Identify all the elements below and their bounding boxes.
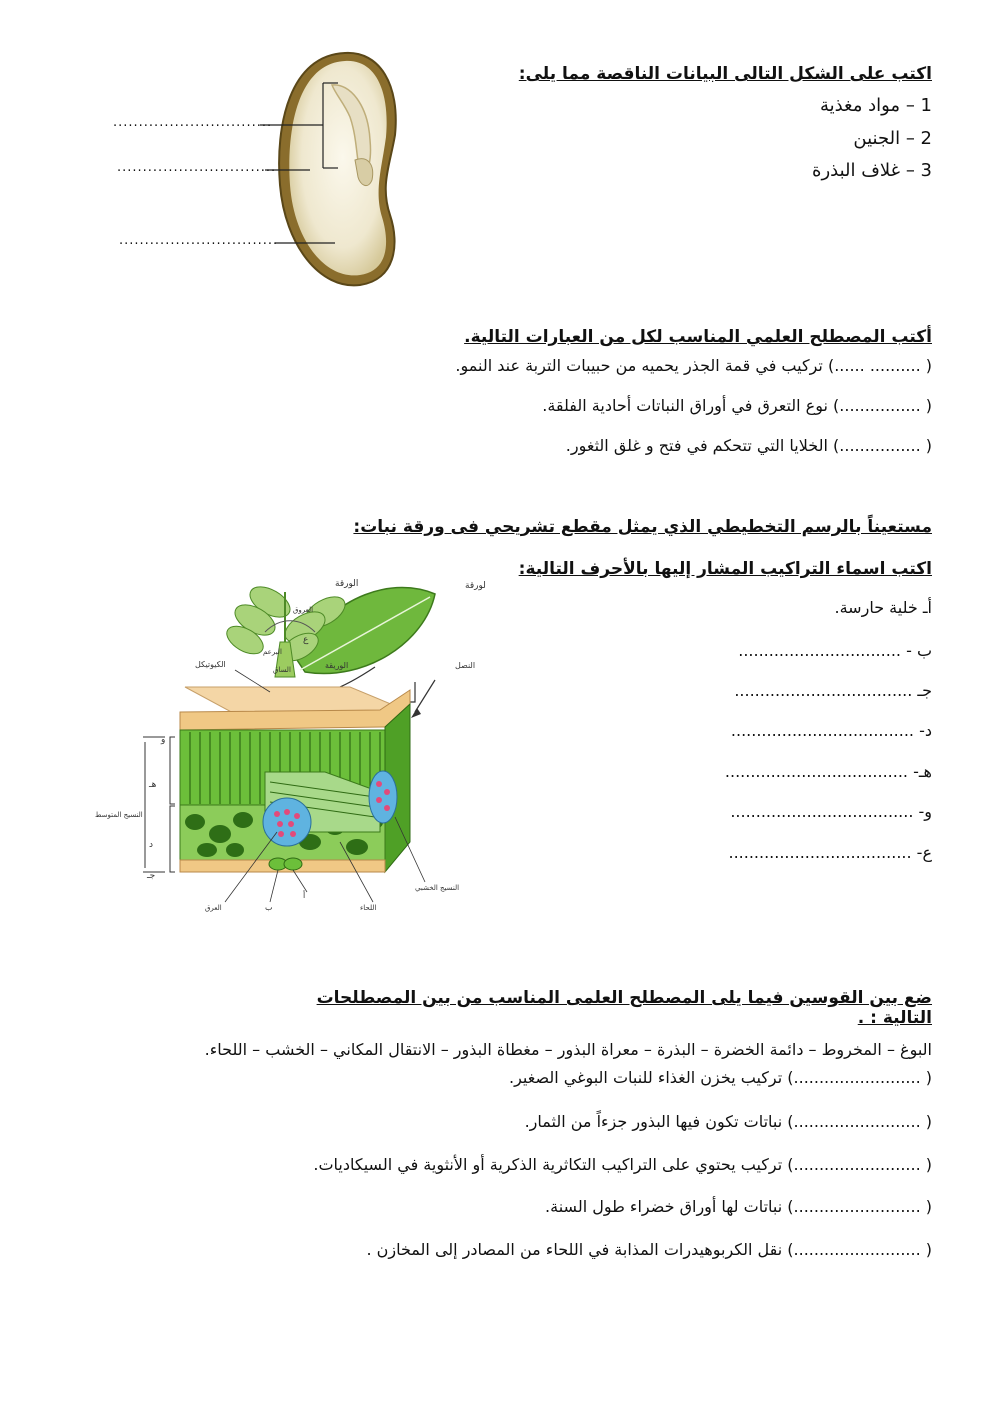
leaf-illustrations [222, 581, 435, 702]
item-number: 3 [920, 160, 932, 181]
label-leaf-right: لورقة [465, 581, 486, 591]
letter-answer[interactable]: .................................... [730, 721, 914, 740]
letter-label: د- [919, 721, 932, 740]
section4-heading: ضع بين القوسين فيما يلى المصطلح العلمى المناسب من بين المصطلحات التالية : . [316, 988, 932, 1028]
letter-answer[interactable]: ................................... [734, 681, 913, 700]
letter-answer[interactable]: .................................... [730, 802, 914, 821]
letter-label: جـ [917, 681, 932, 700]
label-xylem: النسيج الخشبي [415, 884, 460, 892]
letter-answer: خلية حارسة. [834, 598, 918, 617]
label-ain: ع [303, 635, 309, 645]
diagram-letter-waw: و [161, 735, 166, 745]
question-row [232, 436, 932, 455]
answer-blank[interactable]: ( .......... ......) [827, 356, 932, 375]
diagram-letter-ba: ب [265, 903, 273, 912]
section3-heading: مستعيناً بالرسم التخطيطي الذي يمثل مقطع تشريحي فى ورقة نبات: [353, 517, 932, 537]
question-row [72, 1197, 932, 1216]
diagram-letter-jim: جـ [147, 871, 156, 881]
letter-label: و- [918, 802, 932, 821]
cross-section-block [180, 687, 410, 872]
item-dash: – [905, 95, 915, 116]
letter-row [632, 681, 932, 700]
seed-blank-1[interactable]: ............................... [113, 115, 273, 130]
question-text: تركيب في قمة الجذر يحميه من حبيبات التربة عند النمو. [455, 356, 823, 375]
letter-row [632, 598, 932, 617]
answer-blank[interactable]: ( .........................) [787, 1155, 932, 1174]
letter-label: ب - [906, 641, 932, 660]
question-row [232, 396, 932, 415]
terms-list: البوغ – المخروط – دائمة الخضرة – البذرة – معراة البذور – مغطاة البذور – الانتقال المكاني – الخشب – اللحاء. [204, 1040, 932, 1059]
answer-blank[interactable]: ( .........................) [787, 1197, 932, 1216]
question-row [72, 1240, 932, 1259]
letter-label: هـ- [913, 762, 932, 781]
diagram-letter-ha: هـ [149, 780, 157, 790]
question-row [72, 1112, 932, 1131]
item-text: الجنين [853, 128, 901, 149]
letter-answer[interactable]: .................................... [724, 762, 908, 781]
letter-answer[interactable]: ................................ [738, 641, 901, 660]
label-veins: العروق [293, 606, 314, 614]
question-row [72, 1068, 932, 1087]
label-phloem: اللحاء [360, 904, 377, 912]
question-text: نباتات لها أوراق خضراء طول السنة. [545, 1197, 783, 1216]
question-text: تركيب يحتوي على التراكيب التكاثرية الذكرية أو الأنثوية في السيكاديات. [313, 1155, 783, 1174]
letter-row [632, 641, 932, 660]
answer-blank[interactable]: ( .........................) [787, 1112, 932, 1131]
label-petiole: النصل [455, 661, 476, 670]
list-item [732, 160, 932, 181]
label-leaf-left: الورقة [335, 579, 359, 589]
section1-heading: اكتب على الشكل التالى البيانات الناقصة مما يلى: [518, 64, 932, 84]
label-stem: الساق [273, 666, 291, 674]
list-item [732, 95, 932, 116]
question-text: نوع التعرق في أوراق النباتات أحادية الفلقة. [542, 396, 828, 415]
item-dash: – [905, 128, 915, 149]
seed-blank-3[interactable]: ............................... [119, 233, 279, 248]
leaf-cross-section-diagram [95, 572, 515, 917]
letter-answer[interactable]: .................................... [728, 843, 912, 862]
question-text: تركيب يخزن الغذاء للنبات البوغي الصغير. [509, 1068, 783, 1087]
item-dash: – [905, 160, 915, 181]
letter-row [632, 721, 932, 740]
diagram-letter-dal: د [149, 840, 154, 850]
answer-blank[interactable]: ( .........................) [787, 1240, 932, 1259]
question-row [232, 356, 932, 375]
answer-blank[interactable]: ( .........................) [787, 1068, 932, 1087]
label-blade: البرعم [263, 648, 282, 656]
item-number: 1 [920, 95, 932, 116]
question-text: نقل الكربوهيدرات المذابة في اللحاء من المصادر إلى المخازن . [366, 1240, 783, 1259]
question-text: نباتات تكون فيها البذور جزءاً من الثمار. [524, 1112, 783, 1131]
question-row [72, 1155, 932, 1174]
diagram-letter-alif: أ [303, 891, 306, 900]
label-mesophyll: النسيج المتوسط [95, 811, 143, 819]
label-cuticle: الكيوتيكل [195, 660, 226, 669]
item-number: 2 [920, 128, 932, 149]
letter-row [632, 843, 932, 862]
letter-label: أـ [922, 598, 932, 617]
question-text: الخلايا التي تتحكم في فتح و غلق الثغور. [565, 436, 828, 455]
letter-row [632, 762, 932, 781]
label-leaflet: الوريقة [325, 661, 349, 670]
list-item [732, 128, 932, 149]
letter-label: ع- [916, 843, 932, 862]
letter-row [632, 802, 932, 821]
item-text: مواد مغذية [819, 95, 901, 116]
answer-blank[interactable]: ( ................) [833, 436, 932, 455]
section2-heading: أكتب المصطلح العلمي المناسب لكل من العبارات التالية. [464, 327, 932, 347]
seed-blank-2[interactable]: ............................... [117, 160, 277, 175]
answer-blank[interactable]: ( ................) [833, 396, 932, 415]
item-text: غلاف البذرة [812, 160, 901, 181]
seed-diagram [250, 45, 410, 295]
label-vein: العرق [205, 904, 222, 912]
section3-subheading: اكتب اسماء التراكيب المشار إليها بالأحرف التالية: [518, 559, 932, 579]
